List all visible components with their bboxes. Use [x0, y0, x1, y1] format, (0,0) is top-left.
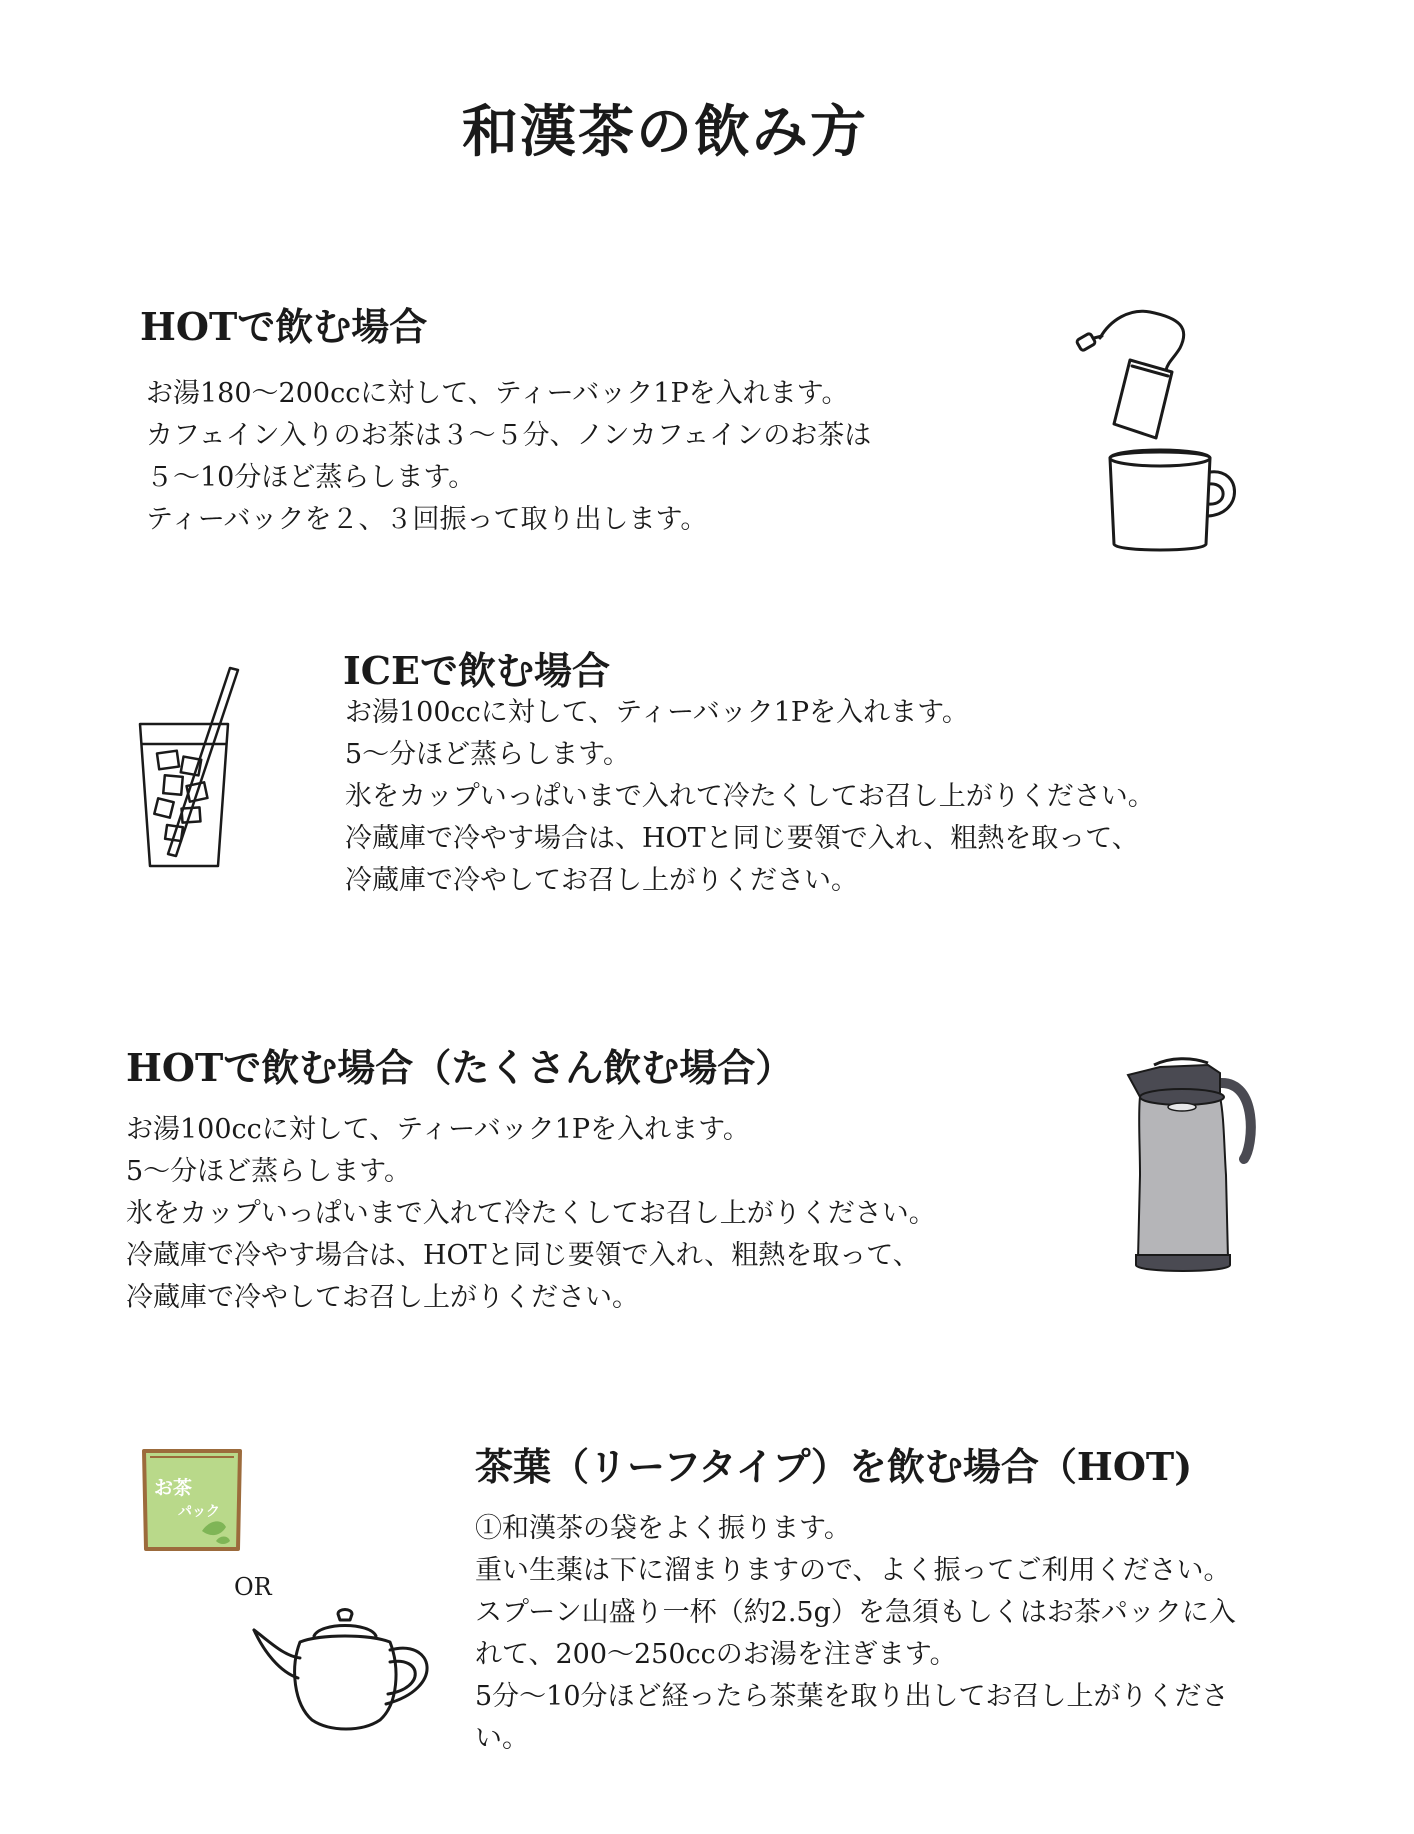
section-hot-heading: HOTで飲む場合: [140, 304, 428, 349]
iced-glass-icon: [130, 660, 250, 880]
tea-pack-icon: [140, 1445, 244, 1557]
text-line: ①和漢茶の袋をよく振ります。: [475, 1513, 851, 1544]
text-line: お湯100ccに対して、ティーバック1Pを入れます。: [345, 697, 969, 728]
section-leaf-heading: 茶葉（リーフタイプ）を飲む場合（HOT): [475, 1444, 1193, 1489]
text-line: 重い生薬は下に溜まりますので、よく振ってご利用ください。: [475, 1555, 1231, 1586]
section-hot-large-body: [126, 1109, 936, 1319]
text-line: お湯100ccに対して、ティーバック1Pを入れます。: [126, 1114, 750, 1145]
text-line: カフェイン入りのお茶は３〜５分、ノンカフェインのお茶は: [146, 420, 872, 451]
page-title: 和漢茶の飲み方: [462, 99, 868, 165]
thermos-pot-icon: [1120, 1055, 1270, 1285]
or-label: OR: [234, 1573, 272, 1601]
section-hot-large-heading: HOTで飲む場合（たくさん飲む場合）: [126, 1045, 794, 1090]
text-line: 冷蔵庫で冷やす場合は、HOTと同じ要領で入れ、粗熱を取って、: [126, 1240, 920, 1271]
text-line: お湯180〜200ccに対して、ティーバック1Pを入れます。: [146, 378, 849, 409]
section-leaf-body: [475, 1508, 1236, 1760]
section-ice-heading: ICEで飲む場合: [343, 648, 610, 693]
text-line: 氷をカップいっぱいまで入れて冷たくしてお召し上がりください。: [345, 781, 1155, 812]
text-line: ティーバックを２、３回振って取り出します。: [146, 504, 708, 535]
text-line: 氷をカップいっぱいまで入れて冷たくしてお召し上がりください。: [126, 1198, 936, 1229]
tea-pack-label-2: パック: [178, 1504, 220, 1520]
text-line: 冷蔵庫で冷やす場合は、HOTと同じ要領で入れ、粗熱を取って、: [345, 823, 1139, 854]
teapot-icon: [250, 1608, 450, 1738]
teabag-mug-icon: [1070, 300, 1240, 560]
text-line: ５〜10分ほど蒸らします。: [146, 462, 476, 493]
text-line: れて、200〜250ccのお湯を注ぎます。: [475, 1639, 957, 1670]
tea-pack-label-1: お茶: [154, 1477, 193, 1499]
text-line: 5〜分ほど蒸らします。: [126, 1156, 412, 1187]
text-line: 冷蔵庫で冷やしてお召し上がりください。: [126, 1282, 639, 1313]
text-line: 冷蔵庫で冷やしてお召し上がりください。: [345, 865, 858, 896]
text-line: い。: [475, 1723, 529, 1754]
text-line: 5分〜10分ほど経ったら茶葉を取り出してお召し上がりくださ: [475, 1681, 1229, 1712]
text-line: スプーン山盛り一杯（約2.5g）を急須もしくはお茶パックに入: [475, 1597, 1236, 1628]
section-ice-body: [345, 692, 1155, 902]
text-line: 5〜分ほど蒸らします。: [345, 739, 631, 770]
section-hot-body: [146, 373, 871, 541]
